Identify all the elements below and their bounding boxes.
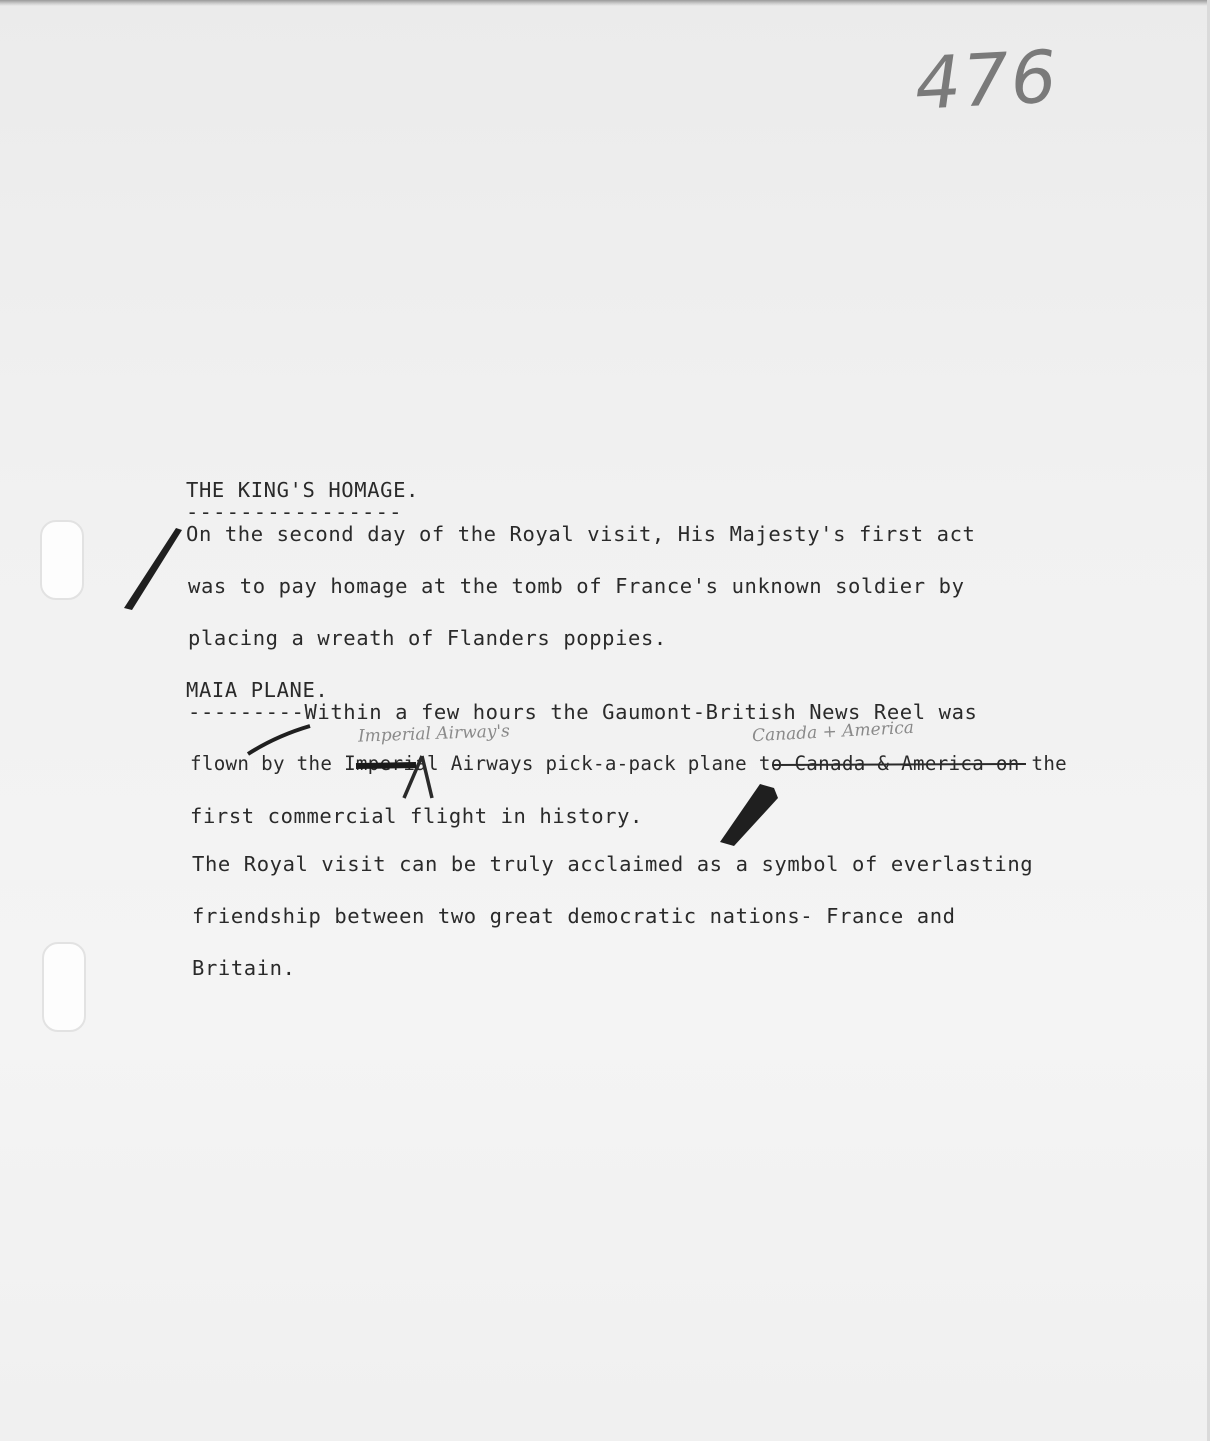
body-line: The Royal visit can be truly acclaimed as a symbol of everlasting (192, 852, 1034, 876)
body-line: Britain. (192, 956, 296, 980)
section-heading: THE KING'S HOMAGE. (186, 478, 419, 502)
strikethrough-line (770, 760, 1030, 770)
body-line: ---------Within a few hours the Gaumont-British News Reel was (188, 700, 978, 724)
body-line: On the second day of the Royal visit, His Majesty's first act (186, 522, 976, 546)
handwritten-insert: Imperial Airway's (357, 721, 511, 747)
body-line: placing a wreath of Flanders poppies. (188, 626, 667, 650)
body-line: was to pay homage at the tomb of France's unknown soldier by (188, 574, 965, 598)
punch-hole-bottom (42, 942, 86, 1032)
section-heading: MAIA PLANE. (186, 678, 329, 702)
heading-underline: ---------------- (186, 500, 403, 524)
pen-insert-caret (246, 722, 316, 758)
pen-slash-mark (118, 522, 188, 614)
pen-slash-mark (712, 778, 786, 850)
punch-hole-top (40, 520, 84, 600)
strikethrough-line (354, 760, 420, 772)
page-top-edge (0, 0, 1210, 6)
page-number: 476 (912, 34, 1061, 126)
body-line: flown by the Imperial Airways pick-a-pack plane to Canada & America on the (190, 752, 1068, 775)
body-line: friendship between two great democratic nations- France and (192, 904, 956, 928)
body-line: first commercial flight in history. (190, 804, 643, 828)
handwritten-insert: Canada + America (751, 717, 915, 747)
